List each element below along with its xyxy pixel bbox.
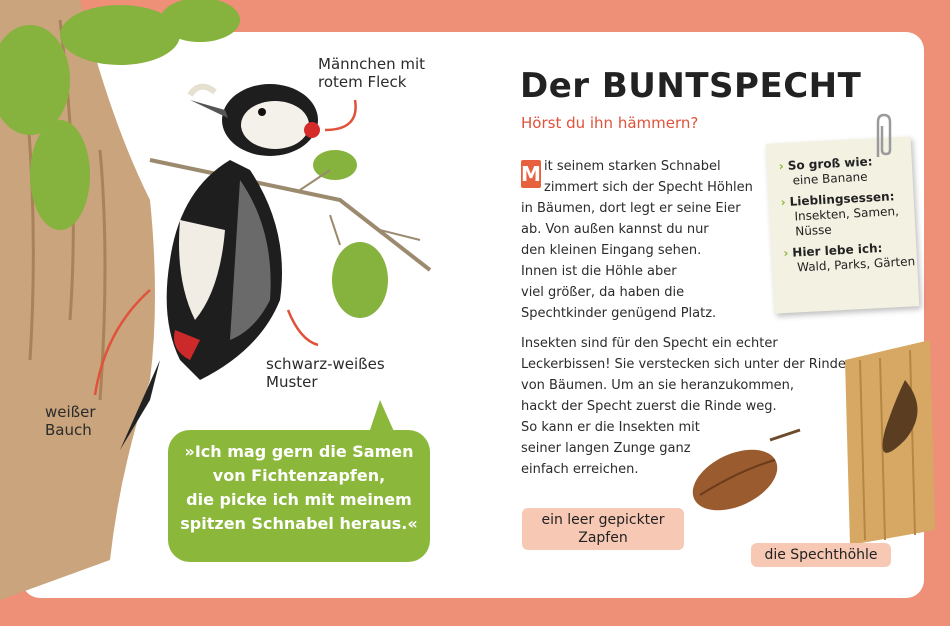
speech-bubble xyxy=(168,430,430,562)
label-line: weißer xyxy=(45,403,96,421)
text-line: in Bäumen, dort legt er seine Eier xyxy=(521,201,741,216)
fact-food-value-1: Insekten, Samen, xyxy=(794,204,900,224)
label-male-red-spot xyxy=(318,55,425,91)
paragraph-1-rest xyxy=(521,198,741,324)
chevron-right-icon: › xyxy=(780,194,787,210)
paperclip-icon xyxy=(868,112,898,162)
woodpecker-hole-illustration xyxy=(845,340,935,545)
text-line: it seinem starken Schnabel xyxy=(544,159,721,174)
label-black-white-pattern xyxy=(266,355,385,391)
fact-food-value-2: Nüsse xyxy=(794,222,833,239)
fact-size-heading: › So groß wie: xyxy=(778,154,873,174)
text-line: Innen ist die Höhle aber xyxy=(521,264,677,279)
label-line: Bauch xyxy=(45,421,92,439)
bubble-line: »Ich mag gern die Samen xyxy=(184,442,414,461)
fact-size-value: eine Banane xyxy=(792,169,868,188)
text-line: ab. Von außen kannst du nur xyxy=(521,222,709,237)
fact-note xyxy=(766,136,920,313)
bubble-line: spitzen Schnabel heraus.« xyxy=(180,514,418,533)
chevron-right-icon: › xyxy=(783,245,789,261)
chevron-right-icon: › xyxy=(778,159,785,174)
text-line: So kann er die Insekten mit xyxy=(521,420,700,435)
text-line: Leckerbissen! Sie verstecken sich unter der Rinde xyxy=(521,357,846,372)
label-line: Muster xyxy=(266,373,318,391)
paragraph-1-start xyxy=(544,156,753,198)
text-line: Insekten sind für den Specht ein echter xyxy=(521,336,778,351)
label-line: schwarz-weißes xyxy=(266,355,385,373)
text-line: von Bäumen. Um an sie heranzukommen, xyxy=(521,378,795,393)
caption-hole: die Spechthöhle xyxy=(751,543,891,567)
page-subtitle: Hörst du ihn hämmern? xyxy=(521,114,699,132)
label-line: rotem Fleck xyxy=(318,73,407,91)
text-line: viel größer, da haben die xyxy=(521,285,685,300)
page-title: Der BUNTSPECHT xyxy=(520,66,862,106)
text-line: einfach erreichen. xyxy=(521,462,639,477)
fact-food-heading: › Lieblingsessen: xyxy=(780,189,895,210)
text-line: zimmert sich der Specht Höhlen xyxy=(544,180,753,195)
text-line: Spechtkinder genügend Platz. xyxy=(521,306,717,321)
bubble-line: die picke ich mit meinem xyxy=(186,490,412,509)
text-line: seiner langen Zunge ganz xyxy=(521,441,691,456)
text-line: hackt der Specht zuerst die Rinde weg. xyxy=(521,399,777,414)
paragraph-2 xyxy=(521,333,846,480)
fact-habitat-heading: › Hier lebe ich: xyxy=(783,240,883,261)
text-line: den kleinen Eingang sehen. xyxy=(521,243,702,258)
drop-cap: M xyxy=(521,162,541,186)
caption-cone: ein leer gepickter Zapfen xyxy=(522,508,684,550)
label-white-belly xyxy=(45,403,96,439)
bubble-line: von Fichtenzapfen, xyxy=(212,466,386,485)
label-line: Männchen mit xyxy=(318,55,426,73)
fact-habitat-value: Wald, Parks, Gärten xyxy=(796,254,916,275)
